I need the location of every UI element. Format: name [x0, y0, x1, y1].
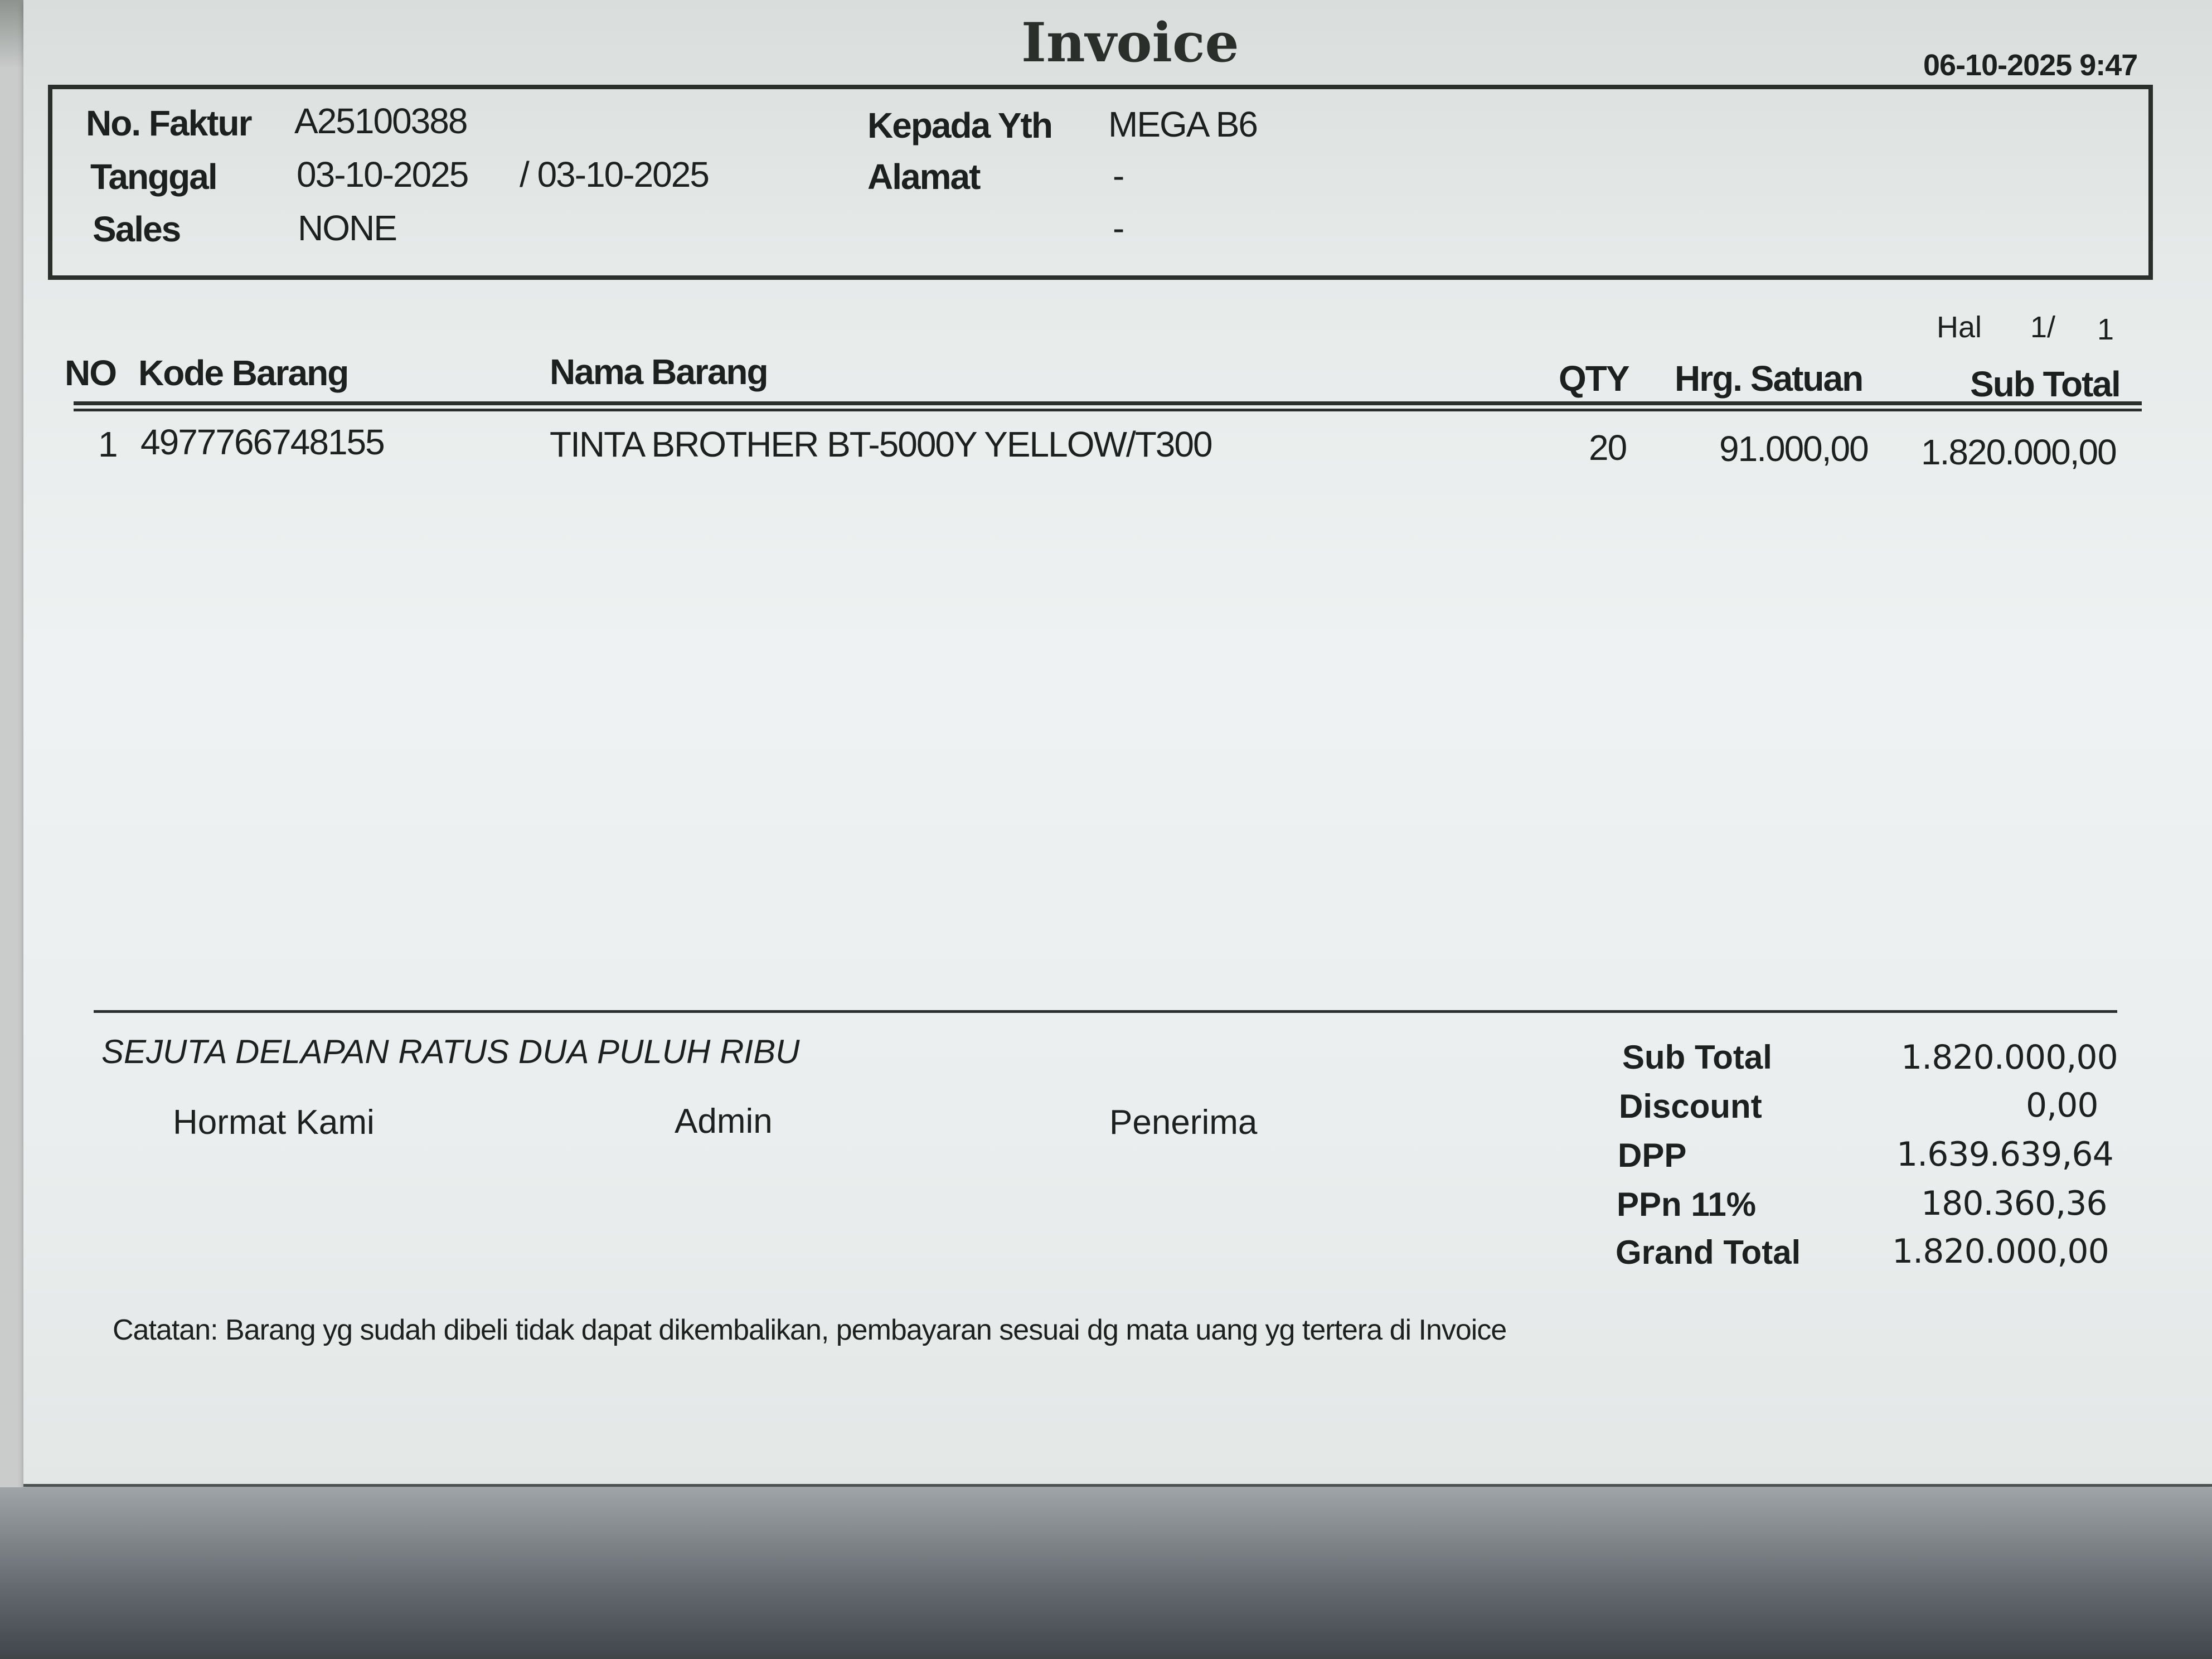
signature-hormat-kami: Hormat Kami: [173, 1103, 375, 1142]
row-harga: 91.000,00: [1719, 429, 1868, 469]
col-sub-total: Sub Total: [1970, 364, 2120, 404]
amount-in-words: SEJUTA DELAPAN RATUS DUA PULUH RIBU: [101, 1033, 800, 1070]
invoice-header-box: [48, 85, 2153, 280]
col-nama-barang: Nama Barang: [550, 352, 768, 392]
sales-value: NONE: [298, 208, 396, 248]
invoice-note: Catatan: Barang yg sudah dibeli tidak dapat dikembalikan, pembayaran sesuai dg mata uang yg tertera di Invoice: [113, 1314, 1507, 1346]
signature-penerima: Penerima: [1109, 1103, 1258, 1142]
page-total: 1: [2097, 313, 2114, 346]
tanggal-value-2: / 03-10-2025: [520, 154, 709, 195]
footer-rule: [94, 1010, 2117, 1013]
totals-grand-label: Grand Total: [1616, 1234, 1801, 1271]
tanggal-label: Tanggal: [90, 157, 217, 197]
kepada-value: MEGA B6: [1108, 104, 1257, 144]
sales-label: Sales: [93, 209, 181, 249]
printed-timestamp: 06-10-2025 9:47: [1923, 48, 2138, 82]
row-nama: TINTA BROTHER BT-5000Y YELLOW/T300: [550, 424, 1212, 464]
row-kode: 4977766748155: [140, 422, 384, 462]
row-no: 1: [98, 424, 117, 464]
page-current: 1/: [2030, 311, 2056, 344]
totals-discount-label: Discount: [1619, 1088, 1762, 1125]
totals-grand-value: 1.820.000,00: [1892, 1232, 2109, 1271]
totals-discount-value: 0,00: [2026, 1086, 2098, 1125]
totals-dpp-value: 1.639.639,64: [1896, 1135, 2113, 1174]
tanggal-value: 03-10-2025: [297, 154, 468, 195]
row-qty: 20: [1589, 428, 1627, 468]
col-harga-satuan: Hrg. Satuan: [1675, 358, 1863, 399]
kepada-label: Kepada Yth: [867, 105, 1052, 145]
totals-subtotal-value: 1.820.000,00: [1901, 1038, 2118, 1077]
page-label: Hal: [1937, 311, 1982, 344]
table-header-rule: [74, 401, 2142, 411]
invoice-document: [23, 0, 2212, 1487]
signature-admin: Admin: [675, 1102, 773, 1141]
totals-dpp-label: DPP: [1618, 1137, 1687, 1174]
alamat-line-1: -: [1113, 156, 1124, 196]
totals-ppn-label: PPn 11%: [1617, 1186, 1757, 1223]
no-faktur-value: A25100388: [294, 101, 467, 141]
col-kode-barang: Kode Barang: [138, 353, 348, 393]
no-faktur-label: No. Faktur: [86, 103, 251, 143]
alamat-line-2: -: [1113, 208, 1124, 248]
col-qty: QTY: [1559, 358, 1629, 399]
alamat-label: Alamat: [867, 157, 980, 197]
col-no: NO: [65, 353, 116, 393]
row-subtotal: 1.820.000,00: [1921, 432, 2116, 472]
invoice-title: Invoice: [1021, 11, 1239, 74]
totals-subtotal-label: Sub Total: [1622, 1039, 1772, 1076]
monitor-bottom-bezel: [0, 1487, 2212, 1659]
totals-ppn-value: 180.360,36: [1921, 1184, 2107, 1223]
